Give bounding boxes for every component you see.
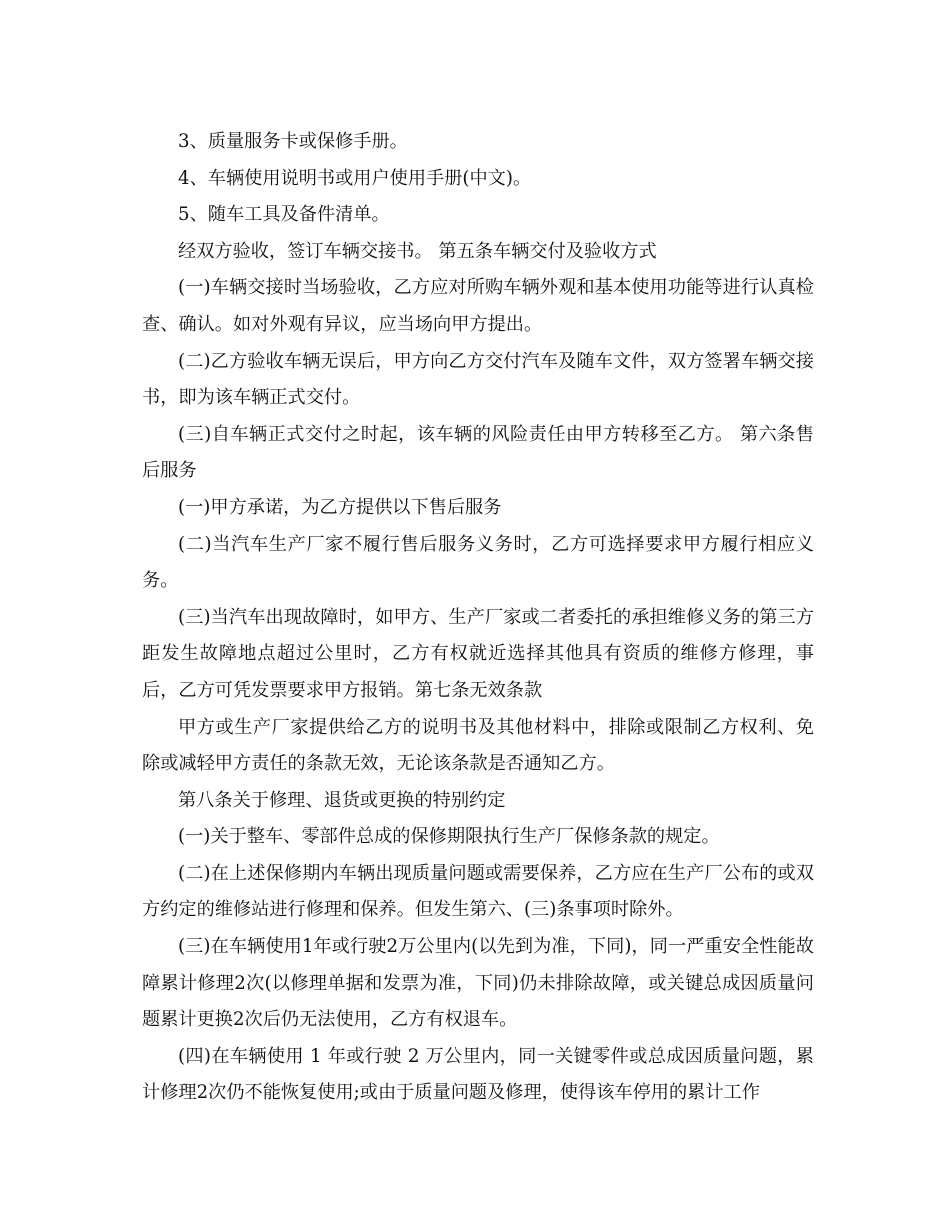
paragraph-6-2: (二)当汽车生产厂家不履行售后服务义务时，乙方可选择要求甲方履行相应义务。 bbox=[142, 533, 814, 592]
paragraph-7-body: 甲方或生产厂家提供给乙方的说明书及其他材料中，排除或限制乙方权利、免除或减轻甲方责任的条款无效，无论该条款是否通知乙方。 bbox=[142, 716, 814, 775]
paragraph-item-5: 5、随车工具及备件清单。 bbox=[178, 204, 390, 226]
paragraph-article-8-heading: 第八条关于修理、退货或更换的特别约定 bbox=[178, 789, 506, 811]
paragraph-8-2: (二)在上述保修期内车辆出现质量问题或需要保养，乙方应在生产厂公布的或双方约定的维修站进行修理和保养。但发生第六、(三)条事项时除外。 bbox=[142, 862, 814, 921]
paragraph-8-4: (四)在车辆使用 1 年或行驶 2 万公里内，同一关键零件或总成因质量问题，累计修理2次仍不能恢复使用;或由于质量问题及修理，使得该车停用的累计工作 bbox=[142, 1045, 814, 1104]
paragraph-8-1: (一)关于整车、零部件总成的保修期限执行生产厂保修条款的规定。 bbox=[178, 826, 720, 848]
paragraph-item-3: 3、质量服务卡或保修手册。 bbox=[178, 131, 408, 152]
document-body bbox=[142, 124, 814, 1112]
paragraph-5-3-article-6: (三)自车辆正式交付之时起，该车辆的风险责任由甲方转移至乙方。 第六条售后服务 bbox=[142, 423, 814, 482]
paragraph-8-3: (三)在车辆使用1年或行驶2万公里内(以先到为准，下同)，同一严重安全性能故障累计修理2次(以修理单据和发票为准，下同)仍未排除故障，或关键总成因质量问题累计更换2次后仍无法使用，乙方有权退车。 bbox=[142, 936, 814, 1031]
paragraph-6-1: (一)甲方承诺，为乙方提供以下售后服务 bbox=[178, 496, 502, 518]
paragraph-item-4: 4、车辆使用说明书或用户使用手册(中文)。 bbox=[178, 167, 532, 189]
paragraph-5-2: (二)乙方验收车辆无误后，甲方向乙方交付汽车及随车文件，双方签署车辆交接书，即为该车辆正式交付。 bbox=[142, 350, 814, 409]
paragraph-acceptance-article-5: 经双方验收，签订车辆交接书。 第五条车辆交付及验收方式 bbox=[178, 240, 657, 262]
paragraph-5-1: (一)车辆交接时当场验收，乙方应对所购车辆外观和基本使用功能等进行认真检查、确认。如对外观有异议，应当场向甲方提出。 bbox=[142, 277, 814, 335]
paragraph-6-3-article-7: (三)当汽车出现故障时，如甲方、生产厂家或二者委托的承担维修义务的第三方距发生故障地点超过公里时，乙方有权就近选择其他具有资质的维修方修理，事后，乙方可凭发票要求甲方报销。第七条无效条款 bbox=[142, 606, 814, 701]
